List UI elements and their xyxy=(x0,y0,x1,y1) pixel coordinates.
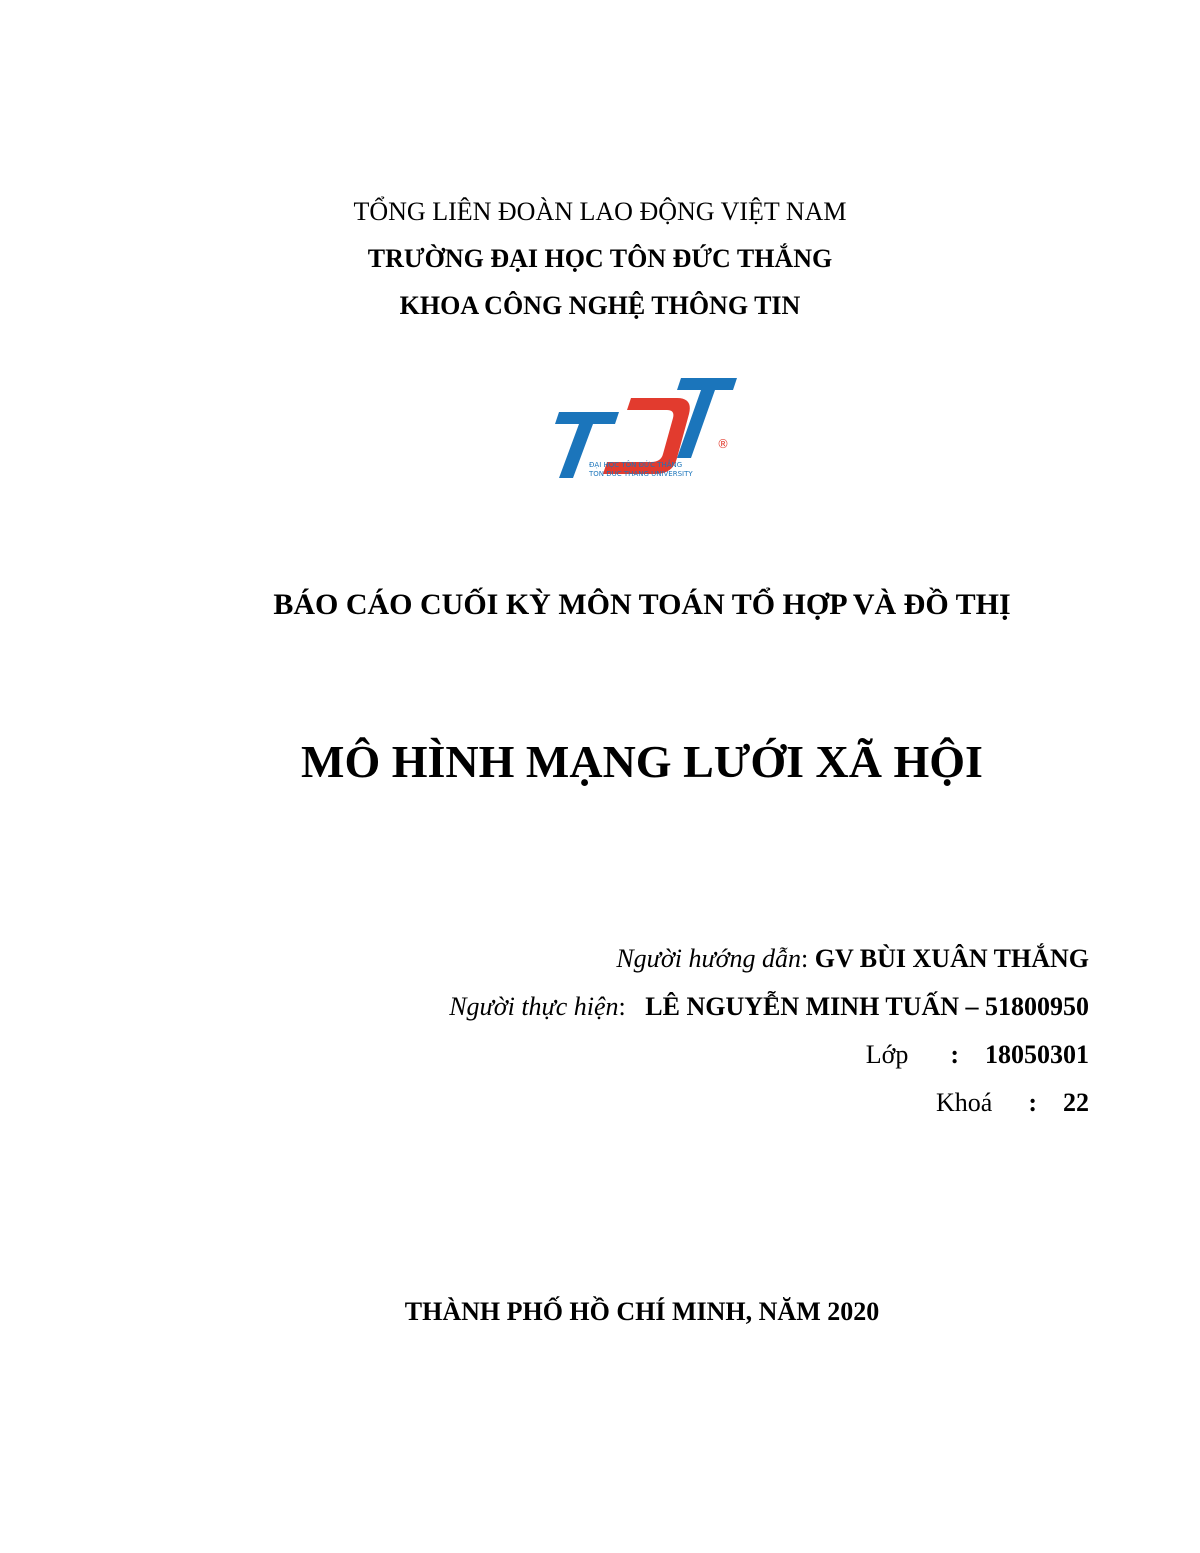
student-label: Người thực hiện xyxy=(449,992,619,1021)
student-colon: : xyxy=(618,992,626,1021)
report-subject: BÁO CÁO CUỐI KỲ MÔN TOÁN TỔ HỢP VÀ ĐỒ THỊ xyxy=(273,588,1011,621)
svg-text:®: ® xyxy=(717,437,729,451)
advisor-value: GV BÙI XUÂN THẮNG xyxy=(814,944,1089,973)
class-colon: : xyxy=(950,1040,959,1069)
university-name: TRƯỜNG ĐẠI HỌC TÔN ĐỨC THẮNG xyxy=(367,244,833,273)
course-label: Khoá xyxy=(936,1088,993,1117)
student-row xyxy=(449,992,1089,1022)
report-title: MÔ HÌNH MẠNG LƯỚI XÃ HỘI xyxy=(301,736,983,787)
advisor-label: Người hướng dẫn xyxy=(616,944,802,973)
advisor-colon: : xyxy=(801,944,809,973)
student-value: LÊ NGUYỄN MINH TUẤN – 51800950 xyxy=(645,992,1089,1021)
city-year: THÀNH PHỐ HỒ CHÍ MINH, NĂM 2020 xyxy=(404,1297,880,1326)
tdt-university-logo xyxy=(545,374,745,482)
class-row xyxy=(866,1040,1089,1070)
class-value: 18050301 xyxy=(985,1040,1089,1069)
faculty-name: KHOA CÔNG NGHỆ THÔNG TIN xyxy=(399,291,801,320)
advisor-row xyxy=(616,944,1089,974)
logo-caption-vi: ĐẠI HỌC TÔN ĐỨC THẮNG xyxy=(589,461,683,469)
course-colon: : xyxy=(1028,1088,1037,1117)
course-row xyxy=(936,1088,1089,1118)
org-name: TỔNG LIÊN ĐOÀN LAO ĐỘNG VIỆT NAM xyxy=(353,197,847,226)
logo-caption-en: TON DUC THANG UNIVERSITY xyxy=(589,470,693,478)
course-value: 22 xyxy=(1063,1088,1089,1117)
class-label: Lớp xyxy=(865,1040,909,1069)
